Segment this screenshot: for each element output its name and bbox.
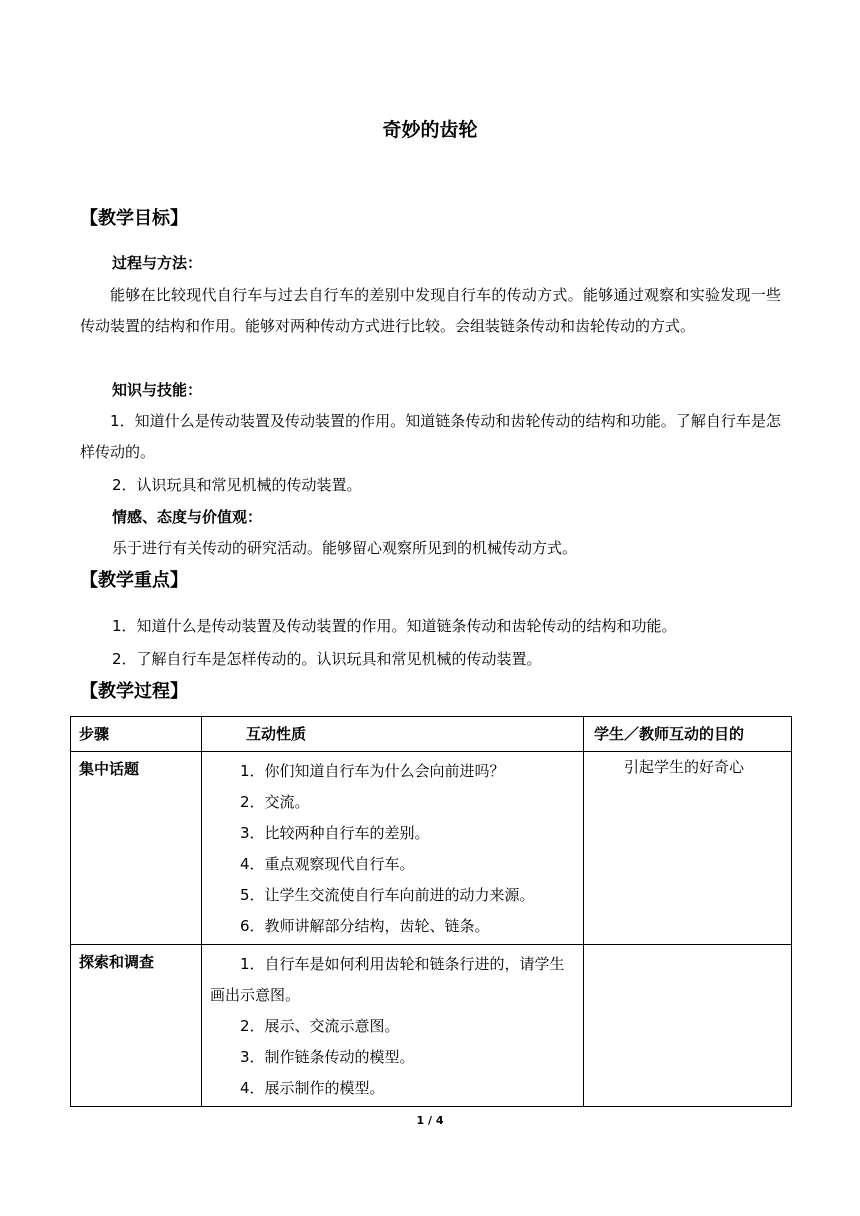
nature-cell xyxy=(202,752,584,945)
step-cell: 探索和调查 xyxy=(71,945,202,1107)
key-points-heading: 【教学重点】 xyxy=(80,570,188,591)
step-cell: 集中话题 xyxy=(71,752,202,945)
knowledge-skill-item-1: 1．知道什么是传动装置及传动装置的作用。知道链条传动和齿轮传动的结构和功能。了解自行车是怎样传动的。 xyxy=(80,412,781,461)
document-title: 奇妙的齿轮 xyxy=(382,119,478,141)
attitude-heading: 情感、态度与价值观： xyxy=(112,508,263,526)
process-method-text: 能够在比较现代自行车与过去自行车的差别中发现自行车的传动方式。能够通过观察和实验发现一些传动装置的结构和作用。能够对两种传动方式进行比较。会组装链条传动和齿轮传动的方式。 xyxy=(80,286,781,335)
teaching-process-table xyxy=(70,716,792,1107)
table-row xyxy=(71,752,792,945)
attitude-text: 乐于进行有关传动的研究活动。能够留心观察所见到的机械传动方式。 xyxy=(112,539,578,557)
column-header-step: 步骤 xyxy=(71,717,202,752)
list-item: 4．展示制作的模型。 xyxy=(240,1079,385,1097)
list-item: 4．重点观察现代自行车。 xyxy=(240,855,415,873)
list-item: 3．制作链条传动的模型。 xyxy=(240,1048,415,1066)
list-item: 1．你们知道自行车为什么会向前进吗？ xyxy=(240,762,505,780)
column-header-nature: 互动性质 xyxy=(202,717,584,752)
knowledge-skill-item-2: 2．认识玩具和常见机械的传动装置。 xyxy=(112,476,362,494)
table-header-row xyxy=(71,717,792,752)
purpose-cell: 引起学生的好奇心 xyxy=(584,752,792,945)
list-item: 2．交流。 xyxy=(240,793,310,811)
list-item: 3．比较两种自行车的差别。 xyxy=(240,824,430,842)
list-item: 6．教师讲解部分结构，齿轮、链条。 xyxy=(240,917,490,935)
list-item: 1．自行车是如何利用齿轮和链条行进的，请学生画出示意图。 xyxy=(210,955,565,1004)
list-item: 2．展示、交流示意图。 xyxy=(240,1017,400,1035)
key-point-item-1: 1．知道什么是传动装置及传动装置的作用。知道链条传动和齿轮传动的结构和功能。 xyxy=(112,617,677,635)
purpose-cell xyxy=(584,945,792,1107)
process-method-heading: 过程与方法： xyxy=(112,254,203,272)
column-header-purpose: 学生／教师互动的目的 xyxy=(584,717,792,752)
knowledge-skill-heading: 知识与技能： xyxy=(112,381,203,399)
table-row xyxy=(71,945,792,1107)
process-heading: 【教学过程】 xyxy=(80,681,188,702)
page-indicator: 1 / 4 xyxy=(416,1114,444,1127)
objectives-heading: 【教学目标】 xyxy=(80,208,188,229)
list-item: 5．让学生交流使自行车向前进的动力来源。 xyxy=(240,886,535,904)
nature-cell xyxy=(202,945,584,1107)
key-point-item-2: 2．了解自行车是怎样传动的。认识玩具和常见机械的传动装置。 xyxy=(112,650,542,668)
